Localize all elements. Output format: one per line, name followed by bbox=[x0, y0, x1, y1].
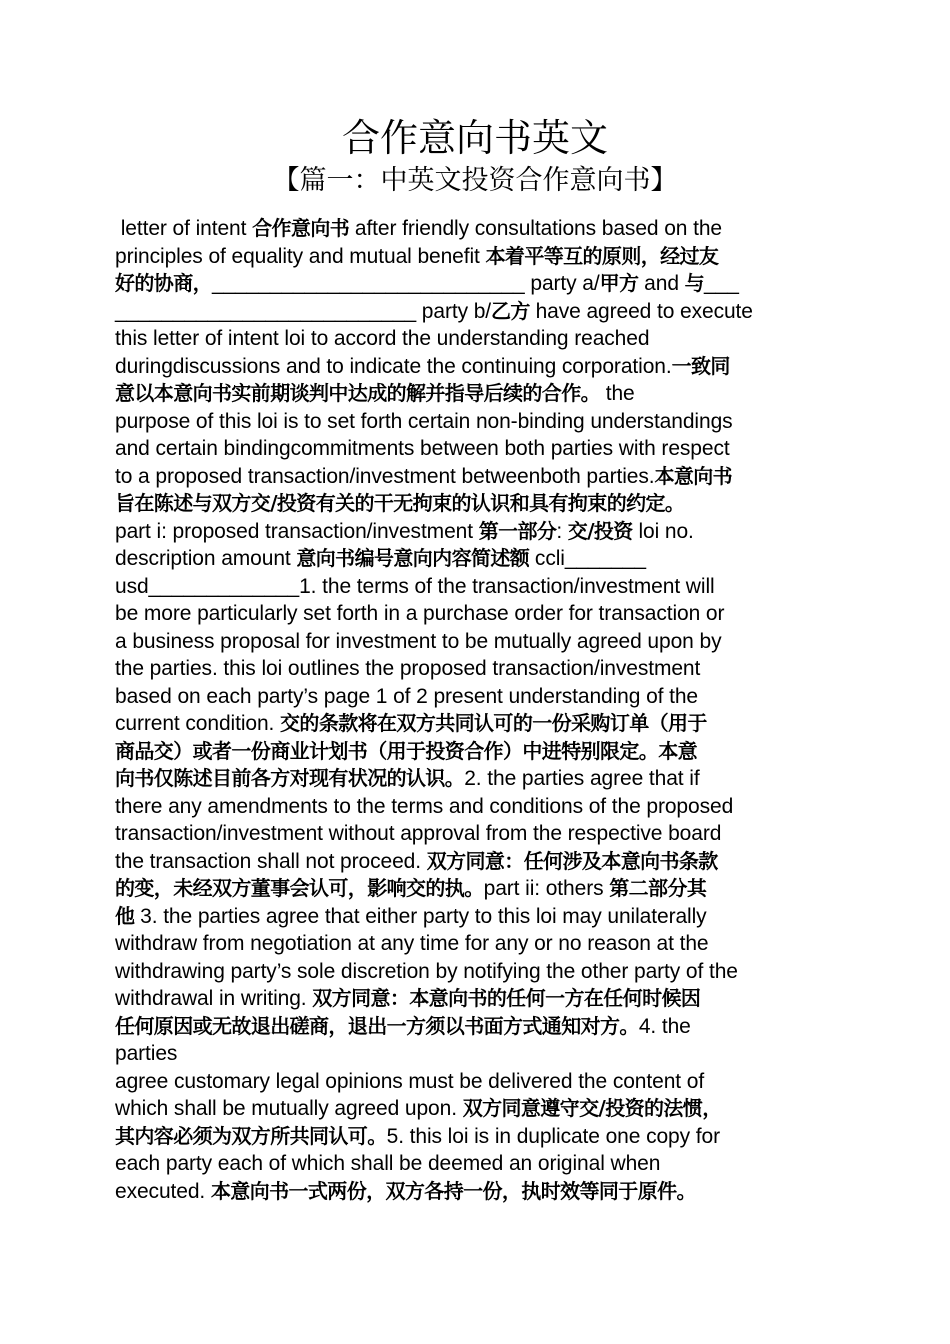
body-line bbox=[115, 1150, 837, 1178]
body-text-chinese: 意向书编号意向内容简述额 bbox=[296, 546, 530, 570]
body-text-chinese: 意以本意向书实前期谈判中达成的解并指导后续的合作。 bbox=[115, 381, 600, 405]
body-line bbox=[115, 930, 837, 958]
body-text-chinese: 双方同意遵守交/投资的法惯， bbox=[462, 1096, 722, 1120]
body-line bbox=[115, 710, 837, 738]
body-line bbox=[115, 1068, 837, 1096]
body-text-chinese: 第二部分其 bbox=[609, 876, 707, 900]
body-text-english: duringdiscussions and to indicate the continuing corporation. bbox=[115, 354, 672, 378]
body-line bbox=[115, 408, 837, 436]
body-line bbox=[115, 325, 837, 353]
body-text-english: loi no. bbox=[632, 519, 694, 543]
body-line bbox=[115, 435, 837, 463]
body-text-english: executed. bbox=[115, 1179, 211, 1203]
body-text-chinese: 其内容必须为双方所共同认可。 bbox=[115, 1123, 387, 1148]
body-line bbox=[115, 875, 837, 903]
body-line bbox=[115, 628, 837, 656]
body-text-english: there any amendments to the terms and conditions of the proposed bbox=[115, 794, 734, 818]
body-text-chinese: 合作意向书 bbox=[252, 216, 350, 240]
body-text-chinese: 好的协商， bbox=[115, 271, 212, 295]
body-text-english: have agreed to execute bbox=[529, 299, 753, 323]
body-text-english: description amount bbox=[115, 547, 297, 570]
body-text-english: principles of equality and mutual benefit bbox=[115, 244, 486, 268]
body-text-chinese: 甲方 bbox=[599, 271, 639, 295]
body-line bbox=[115, 243, 837, 271]
body-text-english: agree customary legal opinions must be delivered the content of bbox=[115, 1069, 705, 1093]
body-line bbox=[115, 353, 837, 381]
body-text-english: the bbox=[600, 382, 635, 405]
body-text-english: ccli_______ bbox=[529, 547, 646, 570]
body-text-english: withdraw from negotiation at any time for any or no reason at the bbox=[115, 932, 709, 955]
body-text-chinese: 向书仅陈述目前各方对现有状况的认识。 bbox=[115, 766, 465, 790]
body-text-english: ___________________________ party a/ bbox=[212, 272, 600, 295]
body-line bbox=[115, 765, 837, 793]
body-line bbox=[115, 848, 837, 876]
body-text-chinese: 旨在陈述与双方交/投资有关的干无拘束的认识和具有拘束的约定。 bbox=[115, 491, 685, 515]
body-text-chinese: 交/投资 bbox=[567, 518, 633, 543]
body-text-english: 4. the bbox=[638, 1014, 691, 1038]
body-text-chinese: 一致同 bbox=[671, 353, 730, 378]
body-line bbox=[115, 903, 837, 931]
body-text-english: withdrawing party’s sole discretion by notifying the other party of the bbox=[115, 959, 738, 983]
body-line bbox=[115, 1013, 837, 1041]
document-body bbox=[115, 215, 837, 1205]
body-text-chinese: 双方同意：本意向书的任何一方在任何时候因 bbox=[312, 986, 701, 1010]
body-line bbox=[115, 820, 837, 848]
body-text-english: 5. this loi is in duplicate one copy for bbox=[386, 1124, 720, 1148]
body-text-chinese: 与 bbox=[684, 271, 705, 295]
body-text-english: __________________________ party b/ bbox=[115, 299, 492, 323]
body-text-english: which shall be mutually agreed upon. bbox=[115, 1097, 463, 1120]
body-line bbox=[115, 1178, 837, 1206]
body-text-english: the transaction shall not proceed. bbox=[115, 849, 427, 873]
body-line bbox=[115, 380, 837, 408]
body-line bbox=[115, 490, 837, 518]
body-text-chinese: 本意向书一式两份，双方各持一份，执时效等同于原件。 bbox=[210, 1178, 696, 1203]
document-subtitle: 【篇一：中英文投资合作意向书】 bbox=[272, 165, 678, 196]
body-line bbox=[115, 958, 837, 986]
body-line bbox=[115, 600, 837, 628]
body-line bbox=[115, 270, 837, 298]
body-line bbox=[115, 463, 837, 491]
body-line bbox=[115, 298, 837, 326]
body-text-chinese: 任何原因或无故退出磋商，退出一方须以书面方式通知对方。 bbox=[115, 1013, 639, 1038]
body-line bbox=[115, 738, 837, 766]
body-text-chinese: 本着平等互的原则，经过友 bbox=[485, 243, 719, 268]
body-line bbox=[115, 655, 837, 683]
body-text-english: be more particularly set forth in a purchase order for transaction or bbox=[115, 602, 725, 625]
body-text-english: : bbox=[556, 519, 568, 543]
body-text-chinese: 商品交）或者一份商业计划书（用于投资合作）中进特别限定。本意 bbox=[115, 738, 697, 763]
body-text-english: part i: proposed transaction/investment bbox=[115, 519, 479, 543]
body-text-english: after friendly consultations based on the bbox=[349, 217, 722, 240]
body-text-english: 2. the parties agree that if bbox=[464, 767, 700, 790]
body-line bbox=[115, 1095, 837, 1123]
body-text-english: part ii: others bbox=[483, 877, 610, 900]
body-text-chinese: 乙方 bbox=[491, 298, 530, 323]
body-text-english: current condition. bbox=[115, 712, 281, 735]
body-text-english: parties bbox=[115, 1042, 178, 1065]
body-text-english: the parties. this loi outlines the proposed transaction/investment bbox=[115, 657, 701, 680]
body-text-chinese: 交的条款将在双方共同认可的一份采购订单（用于 bbox=[280, 711, 707, 735]
body-line bbox=[115, 793, 837, 821]
body-text-chinese: 本意向书 bbox=[654, 463, 733, 488]
body-line bbox=[115, 985, 837, 1013]
body-text-english: purpose of this loi is to set forth certain non-binding understandings bbox=[115, 409, 733, 433]
body-text-english: usd_____________1. the terms of the transaction/investment will bbox=[115, 574, 715, 598]
body-text-english: 3. the parties agree that either party to this loi may unilaterally bbox=[134, 904, 707, 928]
body-text-chinese: 的变，未经双方董事会认可，影响交的执。 bbox=[115, 876, 484, 900]
body-line bbox=[115, 215, 837, 243]
body-line bbox=[115, 683, 837, 711]
body-line bbox=[115, 518, 837, 546]
body-line bbox=[115, 545, 837, 573]
body-line bbox=[115, 573, 837, 601]
body-text-english: each party each of which shall be deemed an original when bbox=[115, 1152, 661, 1175]
body-text-english: a business proposal for investment to be mutually agreed upon by bbox=[115, 629, 722, 653]
body-text-english: letter of intent bbox=[115, 217, 253, 240]
body-text-english: and certain bindingcommitments between both parties with respect bbox=[115, 437, 730, 460]
document-title: 合作意向书英文 bbox=[341, 116, 608, 160]
body-text-english: transaction/investment without approval from the respective board bbox=[115, 822, 722, 845]
body-text-english: this letter of intent loi to accord the understanding reached bbox=[115, 327, 650, 350]
body-text-english: ___ bbox=[704, 272, 739, 295]
body-text-english: based on each party’s page 1 of 2 present understanding of the bbox=[115, 684, 699, 708]
body-text-english: to a proposed transaction/investment betweenboth parties. bbox=[115, 464, 655, 488]
body-line bbox=[115, 1040, 837, 1068]
body-text-chinese: 他 bbox=[115, 903, 135, 928]
body-text-english: withdrawal in writing. bbox=[115, 987, 313, 1010]
body-line bbox=[115, 1123, 837, 1151]
body-text-chinese: 双方同意：任何涉及本意向书条款 bbox=[426, 848, 718, 873]
body-text-chinese: 第一部分 bbox=[478, 518, 557, 543]
body-text-english: and bbox=[638, 272, 685, 295]
